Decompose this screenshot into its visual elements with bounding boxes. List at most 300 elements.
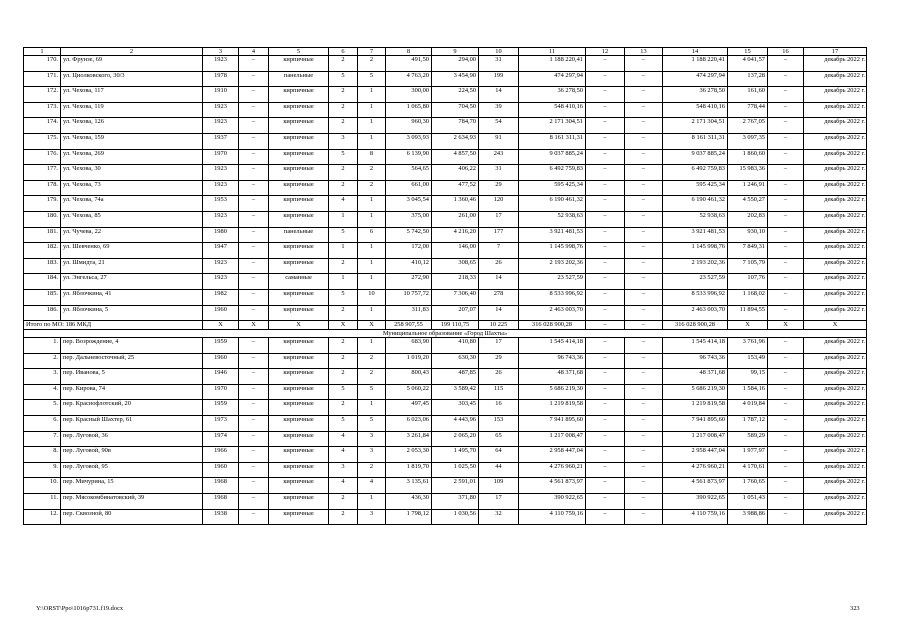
table-cell: – bbox=[239, 369, 269, 385]
table-cell: – bbox=[239, 416, 269, 432]
column-number-cell: 9 bbox=[432, 48, 479, 56]
column-number-cell: 4 bbox=[239, 48, 269, 56]
table-cell: 4 561 873,97 bbox=[519, 478, 586, 494]
table-cell: – bbox=[625, 494, 663, 510]
column-number-cell: 11 bbox=[519, 48, 586, 56]
table-cell: 174. bbox=[24, 118, 61, 134]
table-cell: 1937 bbox=[203, 133, 239, 149]
table-cell: 2 463 003,70 bbox=[519, 305, 586, 321]
table-cell: – bbox=[239, 133, 269, 149]
table-cell: – bbox=[586, 338, 625, 354]
table-cell: 1966 bbox=[203, 447, 239, 463]
table-cell: – bbox=[586, 243, 625, 259]
table-cell: – bbox=[625, 274, 663, 290]
table-cell: 8 161 311,31 bbox=[663, 133, 728, 149]
table-cell: 2 bbox=[329, 353, 358, 369]
table-cell: 800,43 bbox=[386, 369, 432, 385]
column-number-row bbox=[24, 48, 867, 56]
table-cell: 1 495,70 bbox=[432, 447, 479, 463]
table-cell: 3 454,90 bbox=[432, 71, 479, 87]
table-cell: 2 bbox=[329, 369, 358, 385]
table-cell: – bbox=[239, 494, 269, 510]
table-cell: – bbox=[586, 227, 625, 243]
table-cell: 960,30 bbox=[386, 118, 432, 134]
table-cell: 4 550,27 bbox=[728, 196, 768, 212]
table-cell: – bbox=[586, 384, 625, 400]
table-cell: кирпичные bbox=[269, 494, 329, 510]
table-cell: 410,12 bbox=[386, 258, 432, 274]
table-cell: 7 941 895,60 bbox=[663, 416, 728, 432]
table-cell: 1968 bbox=[203, 494, 239, 510]
table-cell: декабрь 2022 г. bbox=[804, 180, 867, 196]
table-cell: – bbox=[586, 478, 625, 494]
table-cell: 5 bbox=[329, 384, 358, 400]
table-cell: 186. bbox=[24, 305, 61, 321]
table-cell: – bbox=[625, 384, 663, 400]
table-cell: – bbox=[586, 494, 625, 510]
table-cell: 497,45 bbox=[386, 400, 432, 416]
table-cell: 311,83 bbox=[386, 305, 432, 321]
table-cell: 1953 bbox=[203, 196, 239, 212]
total-cell: X bbox=[269, 321, 329, 330]
table-cell: декабрь 2022 г. bbox=[804, 87, 867, 103]
table-cell: – bbox=[625, 227, 663, 243]
table-cell: 1974 bbox=[203, 431, 239, 447]
table-cell: 436,30 bbox=[386, 494, 432, 510]
section-row bbox=[24, 330, 867, 338]
table-cell: 4 bbox=[329, 478, 358, 494]
table-cell: 3 093,93 bbox=[386, 133, 432, 149]
table-cell: 1938 bbox=[203, 509, 239, 525]
table-cell: 303,45 bbox=[432, 400, 479, 416]
table-cell: 6 023,06 bbox=[386, 416, 432, 432]
table-cell: 107,76 bbox=[728, 274, 768, 290]
table-cell: пер. Мичурина, 15 bbox=[61, 478, 203, 494]
table-cell: 7 105,79 bbox=[728, 258, 768, 274]
table-cell: – bbox=[239, 243, 269, 259]
table-cell: – bbox=[239, 274, 269, 290]
table-cell: 48 371,68 bbox=[519, 369, 586, 385]
table-cell: – bbox=[239, 478, 269, 494]
table-cell: 185. bbox=[24, 289, 61, 305]
table-cell: 1 545 414,18 bbox=[663, 338, 728, 354]
table-cell: 1 798,12 bbox=[386, 509, 432, 525]
table-cell: – bbox=[768, 133, 804, 149]
table-cell: 661,00 bbox=[386, 180, 432, 196]
table-cell: 177 bbox=[479, 227, 519, 243]
table-cell: 2 bbox=[358, 462, 386, 478]
table-cell: – bbox=[239, 353, 269, 369]
table-cell: 1 977,97 bbox=[728, 447, 768, 463]
table-cell: 16 bbox=[479, 400, 519, 416]
table-cell: 1923 bbox=[203, 211, 239, 227]
column-number-cell: 8 bbox=[386, 48, 432, 56]
table-cell: 4 110 759,16 bbox=[519, 509, 586, 525]
table-cell: кирпичные bbox=[269, 258, 329, 274]
table-cell: 8 bbox=[358, 149, 386, 165]
table-cell: 2 958 447,04 bbox=[519, 447, 586, 463]
table-cell: 14 bbox=[479, 274, 519, 290]
table-row bbox=[24, 258, 867, 274]
table-cell: 4 170,61 bbox=[728, 462, 768, 478]
table-cell: 4 041,57 bbox=[728, 56, 768, 72]
table-cell: 36 278,50 bbox=[519, 87, 586, 103]
table-cell: 7. bbox=[24, 431, 61, 447]
table-cell: – bbox=[768, 416, 804, 432]
table-cell: – bbox=[768, 431, 804, 447]
table-cell: декабрь 2022 г. bbox=[804, 338, 867, 354]
table-cell: – bbox=[768, 447, 804, 463]
table-cell: 3 135,61 bbox=[386, 478, 432, 494]
table-cell: 1960 bbox=[203, 462, 239, 478]
table-cell: 1947 bbox=[203, 243, 239, 259]
table-row bbox=[24, 416, 867, 432]
table-cell: 243 bbox=[479, 149, 519, 165]
table-cell: 1 219 819,58 bbox=[519, 400, 586, 416]
table-cell: кирпичные bbox=[269, 353, 329, 369]
table-cell: 172,00 bbox=[386, 243, 432, 259]
total-cell: X bbox=[358, 321, 386, 330]
table-cell: – bbox=[768, 102, 804, 118]
table-cell: 120 bbox=[479, 196, 519, 212]
column-number-cell: 12 bbox=[586, 48, 625, 56]
table-cell: – bbox=[625, 447, 663, 463]
table-cell: 2 bbox=[358, 180, 386, 196]
table-cell: декабрь 2022 г. bbox=[804, 494, 867, 510]
total-cell: 316 028 900,28 bbox=[663, 321, 728, 330]
table-cell: 2 bbox=[329, 102, 358, 118]
table-cell: кирпичные bbox=[269, 431, 329, 447]
table-cell: пер. Иванова, 5 bbox=[61, 369, 203, 385]
table-cell: 2 193 202,36 bbox=[663, 258, 728, 274]
table-cell: – bbox=[239, 338, 269, 354]
table-cell: – bbox=[586, 369, 625, 385]
table-cell: – bbox=[586, 133, 625, 149]
table-row bbox=[24, 227, 867, 243]
table-cell: ул. Чехова, 74а bbox=[61, 196, 203, 212]
table-cell: 6 492 759,83 bbox=[663, 165, 728, 181]
table-cell: декабрь 2022 г. bbox=[804, 118, 867, 134]
table-cell: пер. Луговой, 36 bbox=[61, 431, 203, 447]
table-cell: ул. Шмидта, 21 bbox=[61, 258, 203, 274]
table-cell: – bbox=[625, 196, 663, 212]
table-cell: 5 bbox=[329, 149, 358, 165]
footer-file-path: Y:\ORST\Ppo\1016p731.f19.docx bbox=[36, 605, 124, 612]
table-cell: 175. bbox=[24, 133, 61, 149]
table-cell: – bbox=[586, 196, 625, 212]
table-cell: кирпичные bbox=[269, 180, 329, 196]
total-cell: 10 225 bbox=[479, 321, 519, 330]
table-cell: – bbox=[625, 133, 663, 149]
table-cell: – bbox=[625, 71, 663, 87]
table-cell: 14 bbox=[479, 305, 519, 321]
table-cell: ул. Чехова, 119 bbox=[61, 102, 203, 118]
table-cell: – bbox=[768, 165, 804, 181]
table-cell: 7 941 895,60 bbox=[519, 416, 586, 432]
table-cell: 308,65 bbox=[432, 258, 479, 274]
table-cell: 183. bbox=[24, 258, 61, 274]
table-cell: кирпичные bbox=[269, 447, 329, 463]
table-cell: 1 145 998,76 bbox=[519, 243, 586, 259]
table-cell: 4 bbox=[358, 478, 386, 494]
table-cell: – bbox=[768, 211, 804, 227]
table-cell: 2 171 304,51 bbox=[519, 118, 586, 134]
table-cell: 2 591,01 bbox=[432, 478, 479, 494]
table-cell: – bbox=[768, 196, 804, 212]
table-cell: – bbox=[586, 71, 625, 87]
table-cell: декабрь 2022 г. bbox=[804, 274, 867, 290]
table-cell: – bbox=[768, 180, 804, 196]
table-row bbox=[24, 431, 867, 447]
table-cell: 4 561 873,97 bbox=[663, 478, 728, 494]
table-cell: 11. bbox=[24, 494, 61, 510]
total-cell: – bbox=[586, 321, 625, 330]
table-cell: 4 bbox=[329, 431, 358, 447]
table-cell: кирпичные bbox=[269, 196, 329, 212]
table-cell: ул. Яблочкина, 41 bbox=[61, 289, 203, 305]
table-cell: панельные bbox=[269, 227, 329, 243]
table-cell: 180. bbox=[24, 211, 61, 227]
table-cell: декабрь 2022 г. bbox=[804, 71, 867, 87]
table-cell: 1923 bbox=[203, 56, 239, 72]
total-cell: 199 110,75 bbox=[432, 321, 479, 330]
table-cell: 5 686 219,30 bbox=[663, 384, 728, 400]
table-cell: 8 533 996,92 bbox=[663, 289, 728, 305]
table-cell: 3 bbox=[329, 133, 358, 149]
table-cell: – bbox=[586, 305, 625, 321]
table-cell: 31 bbox=[479, 165, 519, 181]
table-cell: 170. bbox=[24, 56, 61, 72]
table-cell: 2 bbox=[358, 369, 386, 385]
table-cell: 3 261,84 bbox=[386, 431, 432, 447]
table-cell: – bbox=[586, 274, 625, 290]
table-cell: декабрь 2022 г. bbox=[804, 243, 867, 259]
table-cell: 161,60 bbox=[728, 87, 768, 103]
table-cell: 1 168,02 bbox=[728, 289, 768, 305]
table-row bbox=[24, 478, 867, 494]
table-row bbox=[24, 400, 867, 416]
table-cell: 1 217 008,47 bbox=[519, 431, 586, 447]
table-row bbox=[24, 384, 867, 400]
table-row bbox=[24, 196, 867, 212]
table-cell: 5 bbox=[358, 384, 386, 400]
table-cell: – bbox=[239, 400, 269, 416]
table-cell: – bbox=[625, 118, 663, 134]
table-cell: 7 bbox=[479, 243, 519, 259]
table-cell: ул. Яблочкина, 5 bbox=[61, 305, 203, 321]
table-cell: декабрь 2022 г. bbox=[804, 149, 867, 165]
table-row bbox=[24, 87, 867, 103]
table-cell: 3 589,42 bbox=[432, 384, 479, 400]
total-cell: 316 028 900,28 bbox=[519, 321, 586, 330]
table-cell: – bbox=[625, 243, 663, 259]
table-cell: 4 276 960,21 bbox=[519, 462, 586, 478]
table-cell: – bbox=[586, 211, 625, 227]
table-cell: 1 bbox=[358, 87, 386, 103]
table-cell: 390 922,65 bbox=[519, 494, 586, 510]
table-cell: – bbox=[239, 462, 269, 478]
table-cell: 1 bbox=[358, 494, 386, 510]
table-row bbox=[24, 447, 867, 463]
table-cell: – bbox=[586, 400, 625, 416]
table-cell: 1 bbox=[329, 243, 358, 259]
table-cell: – bbox=[586, 56, 625, 72]
table-cell: 10 bbox=[358, 289, 386, 305]
table-row bbox=[24, 243, 867, 259]
table-cell: – bbox=[625, 289, 663, 305]
table-cell: 177. bbox=[24, 165, 61, 181]
table-row bbox=[24, 305, 867, 321]
table-cell: 5 bbox=[329, 416, 358, 432]
table-cell: – bbox=[239, 447, 269, 463]
table-row bbox=[24, 71, 867, 87]
table-cell: – bbox=[586, 462, 625, 478]
table-cell: декабрь 2022 г. bbox=[804, 400, 867, 416]
table-cell: кирпичные bbox=[269, 102, 329, 118]
column-number-cell: 3 bbox=[203, 48, 239, 56]
column-number-cell: 17 bbox=[804, 48, 867, 56]
table-cell: 487,85 bbox=[432, 369, 479, 385]
table-cell: 10 757,72 bbox=[386, 289, 432, 305]
table-cell: – bbox=[768, 509, 804, 525]
table-cell: 1 bbox=[358, 211, 386, 227]
table-cell: – bbox=[768, 478, 804, 494]
table-cell: пер. Мясокомбинатовский, 39 bbox=[61, 494, 203, 510]
table-cell: – bbox=[239, 227, 269, 243]
table-cell: пер. Кирова, 74 bbox=[61, 384, 203, 400]
table-cell: 3 bbox=[358, 509, 386, 525]
table-cell: 26 bbox=[479, 258, 519, 274]
table-cell: 52 938,63 bbox=[663, 211, 728, 227]
table-cell: кирпичные bbox=[269, 87, 329, 103]
table-cell: 491,50 bbox=[386, 56, 432, 72]
column-number-cell: 10 bbox=[479, 48, 519, 56]
table-cell: 2 171 304,51 bbox=[663, 118, 728, 134]
table-cell: 1 545 414,18 bbox=[519, 338, 586, 354]
table-cell: 2. bbox=[24, 353, 61, 369]
table-cell: ул. Чехова, 126 bbox=[61, 118, 203, 134]
table-cell: 3 bbox=[358, 431, 386, 447]
table-cell: 4 110 759,16 bbox=[663, 509, 728, 525]
table-cell: – bbox=[768, 243, 804, 259]
table-cell: 1923 bbox=[203, 180, 239, 196]
table-cell: 65 bbox=[479, 431, 519, 447]
table-cell: 1 bbox=[329, 211, 358, 227]
table-cell: 4 bbox=[329, 196, 358, 212]
table-cell: 2 bbox=[329, 494, 358, 510]
table-cell: 2 bbox=[329, 56, 358, 72]
table-cell: 1 025,50 bbox=[432, 462, 479, 478]
table-cell: 300,00 bbox=[386, 87, 432, 103]
table-row bbox=[24, 56, 867, 72]
table-cell: 1 760,65 bbox=[728, 478, 768, 494]
table-cell: кирпичные bbox=[269, 165, 329, 181]
table-cell: – bbox=[768, 400, 804, 416]
table-cell: – bbox=[239, 196, 269, 212]
table-cell: панельные bbox=[269, 71, 329, 87]
table-cell: ул. Чехова, 117 bbox=[61, 87, 203, 103]
table-cell: декабрь 2022 г. bbox=[804, 509, 867, 525]
table-cell: 1959 bbox=[203, 400, 239, 416]
table-cell: 1 065,80 bbox=[386, 102, 432, 118]
table-cell: – bbox=[625, 305, 663, 321]
table-cell: 91 bbox=[479, 133, 519, 149]
table-cell: – bbox=[239, 102, 269, 118]
table-cell: 1 188 220,41 bbox=[663, 56, 728, 72]
total-cell: X bbox=[768, 321, 804, 330]
table-cell: – bbox=[625, 258, 663, 274]
column-number-cell: 15 bbox=[728, 48, 768, 56]
table-cell: 1 360,46 bbox=[432, 196, 479, 212]
table-cell: – bbox=[768, 289, 804, 305]
table-cell: 1 bbox=[358, 305, 386, 321]
table-row bbox=[24, 118, 867, 134]
table-cell: ул. Чехова, 269 bbox=[61, 149, 203, 165]
table-cell: – bbox=[768, 494, 804, 510]
table-cell: 153,49 bbox=[728, 353, 768, 369]
table-cell: – bbox=[239, 384, 269, 400]
table-cell: 4 443,96 bbox=[432, 416, 479, 432]
table-cell: ул. Шевченко, 69 bbox=[61, 243, 203, 259]
table-row bbox=[24, 462, 867, 478]
table-cell: 52 938,63 bbox=[519, 211, 586, 227]
table-cell: 5 bbox=[329, 71, 358, 87]
table-cell: – bbox=[586, 165, 625, 181]
table-cell: 23 527,59 bbox=[519, 274, 586, 290]
table-cell: – bbox=[625, 462, 663, 478]
table-cell: – bbox=[239, 149, 269, 165]
table-cell: 406,22 bbox=[432, 165, 479, 181]
table-row bbox=[24, 369, 867, 385]
table-cell: 261,00 bbox=[432, 211, 479, 227]
table-cell: 178. bbox=[24, 180, 61, 196]
table-cell: декабрь 2022 г. bbox=[804, 258, 867, 274]
table-cell: – bbox=[239, 71, 269, 87]
table-cell: ул. Фрунзе, 69 bbox=[61, 56, 203, 72]
table-cell: 5 bbox=[358, 71, 386, 87]
table-cell: 31 bbox=[479, 56, 519, 72]
table-cell: 182. bbox=[24, 243, 61, 259]
table-cell: кирпичные bbox=[269, 384, 329, 400]
table-cell: 96 743,36 bbox=[663, 353, 728, 369]
table-cell: – bbox=[239, 87, 269, 103]
table-cell: 3 921 481,53 bbox=[663, 227, 728, 243]
table-cell: 179. bbox=[24, 196, 61, 212]
table-cell: 64 bbox=[479, 447, 519, 463]
table-cell: 704,50 bbox=[432, 102, 479, 118]
table-cell: – bbox=[239, 289, 269, 305]
table-cell: 3 097,35 bbox=[728, 133, 768, 149]
table-cell: 1959 bbox=[203, 338, 239, 354]
table-cell: 2 bbox=[329, 305, 358, 321]
table-cell: 153 bbox=[479, 416, 519, 432]
table-row bbox=[24, 338, 867, 354]
table-row bbox=[24, 211, 867, 227]
table-cell: 2 065,20 bbox=[432, 431, 479, 447]
table-cell: – bbox=[768, 118, 804, 134]
table-cell: – bbox=[239, 258, 269, 274]
table-cell: 39 bbox=[479, 102, 519, 118]
table-cell: – bbox=[768, 353, 804, 369]
table-cell: ул. Чехова, 85 bbox=[61, 211, 203, 227]
register-table-container bbox=[23, 47, 866, 525]
table-cell: – bbox=[586, 447, 625, 463]
table-cell: 1 030,56 bbox=[432, 509, 479, 525]
table-cell: 1. bbox=[24, 338, 61, 354]
table-cell: 44 bbox=[479, 462, 519, 478]
column-number-cell: 14 bbox=[663, 48, 728, 56]
table-cell: – bbox=[768, 56, 804, 72]
